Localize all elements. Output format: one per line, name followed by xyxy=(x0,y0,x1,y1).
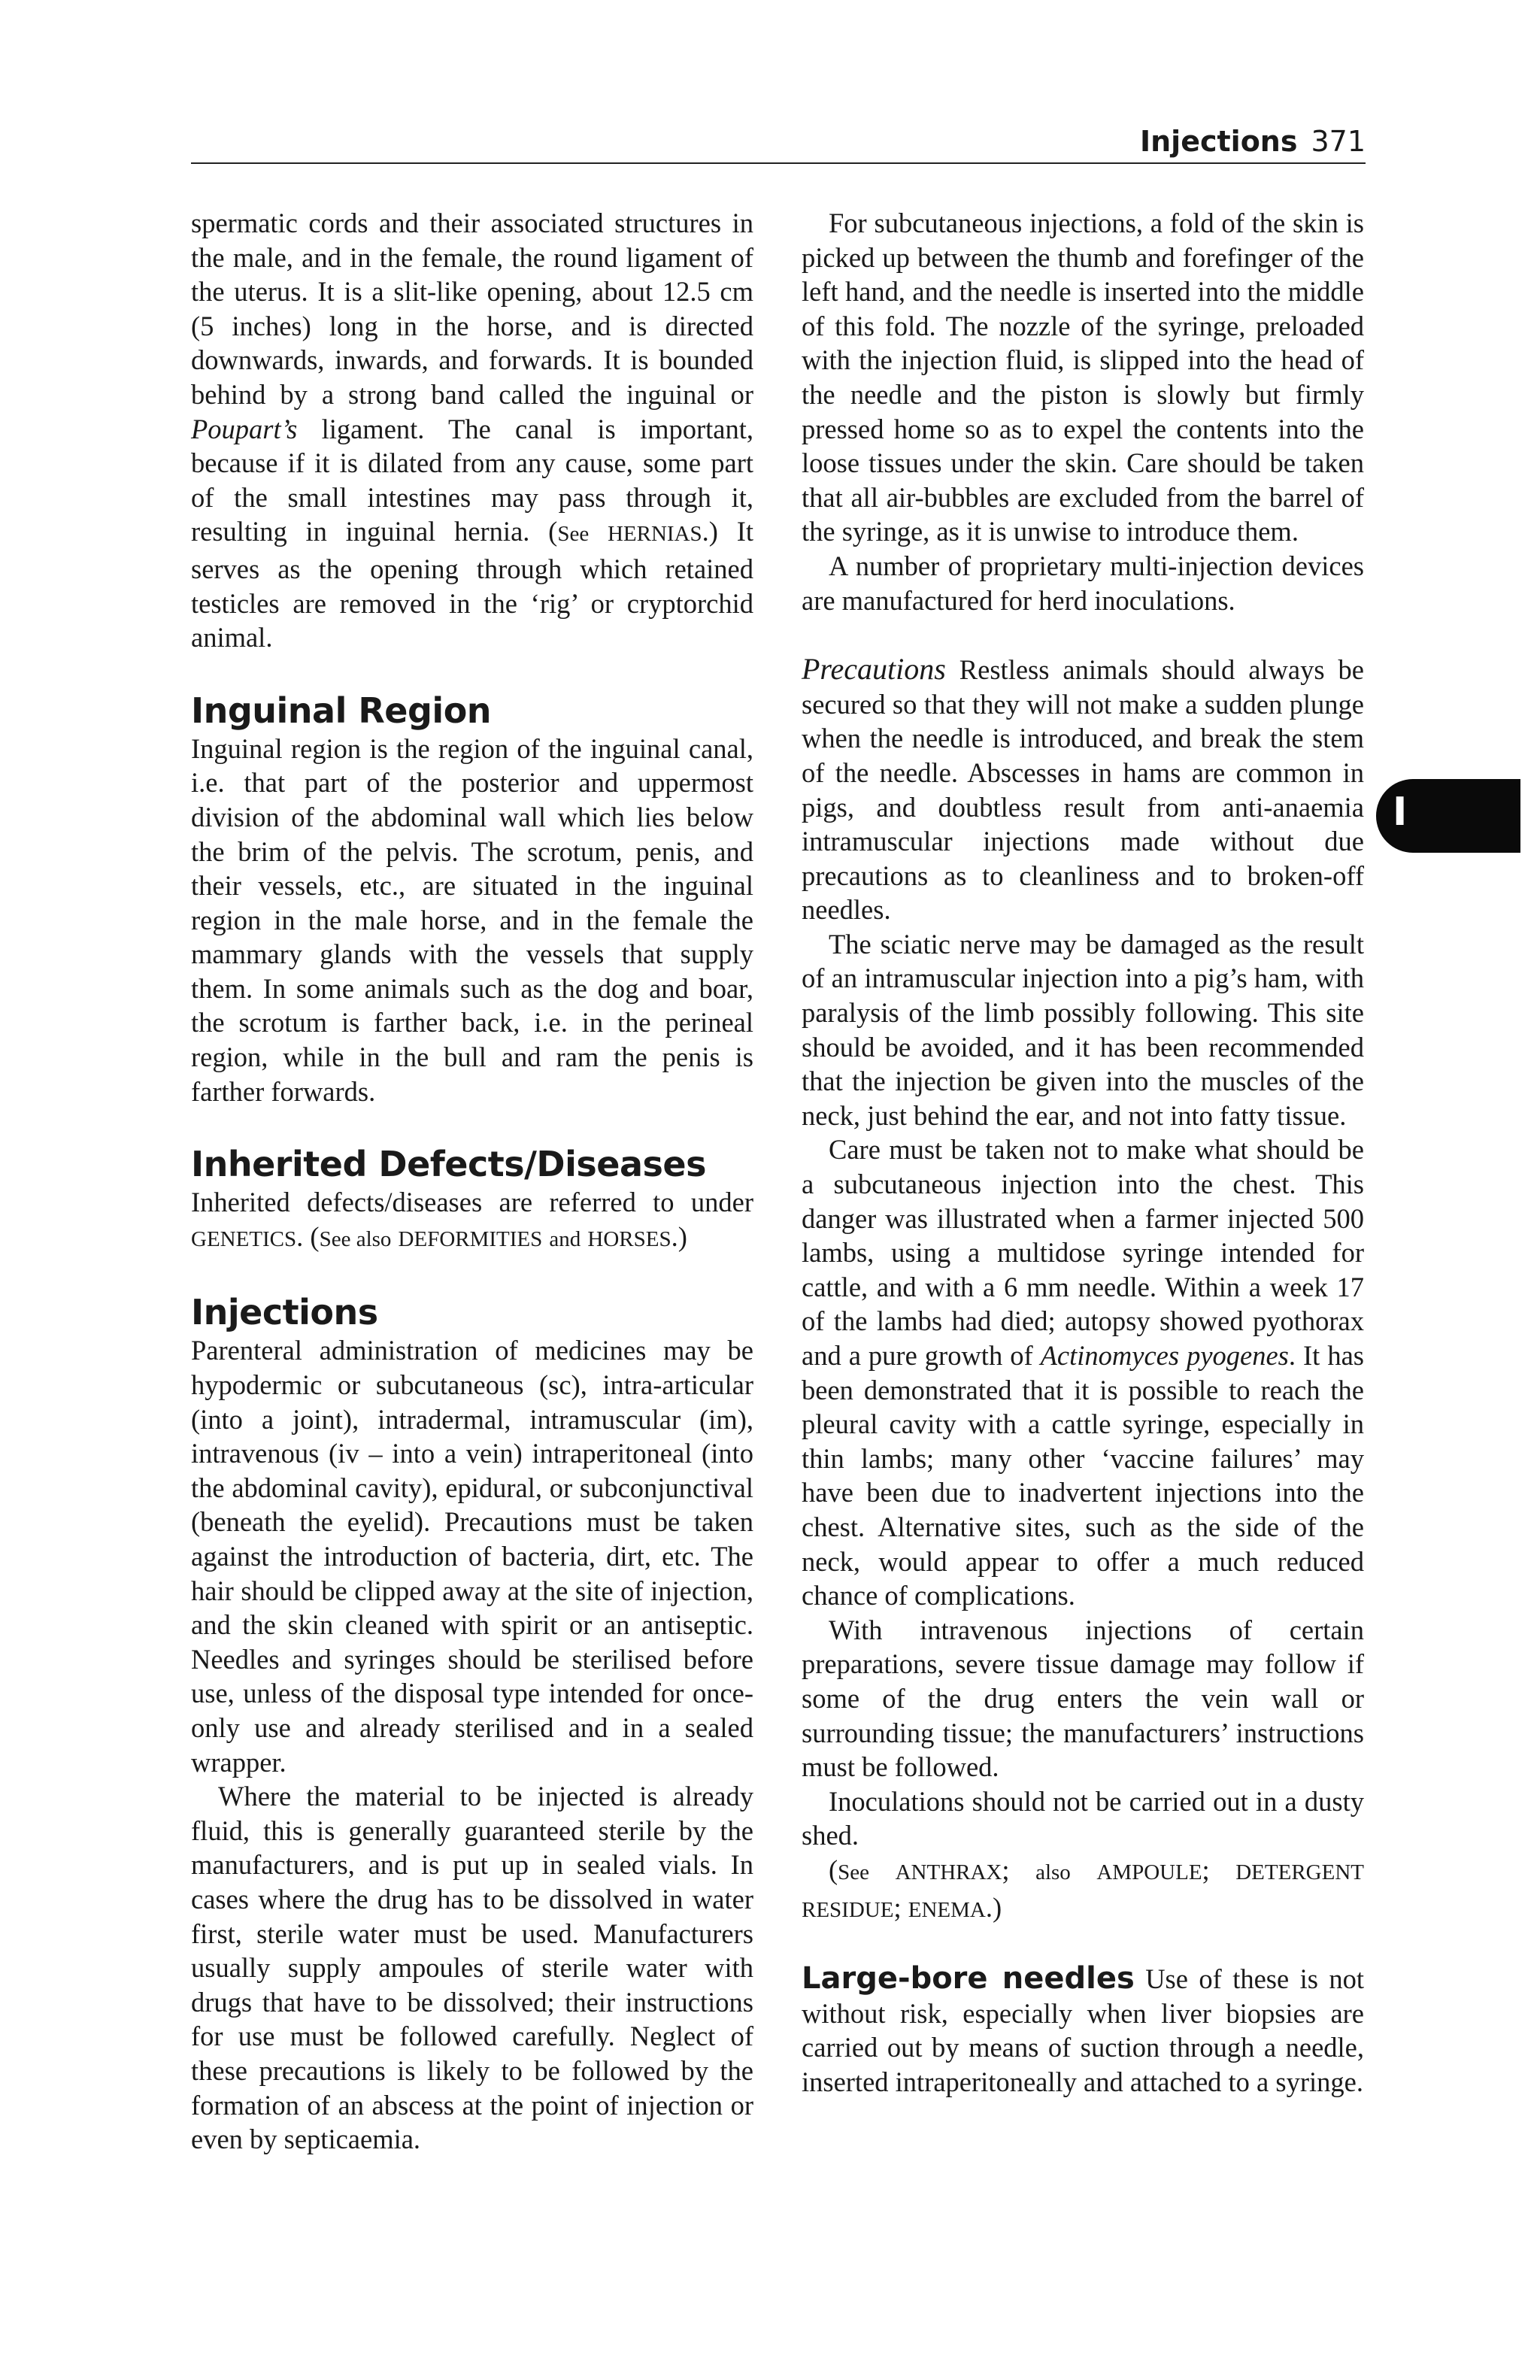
entry-body-inguinal-region: Inguinal region is the region of the inguinal canal, i.e. that part of the posterior and uppermost division of the abdominal wall which lies below the brim of the pelvis. The scrotum, penis, and their vessels, etc., are situated in the inguinal region in the male horse, and in the female the mammary glands with the vessels that supply them. In some animals such as the dog and boar, the scrotum is farther back, i.e. in the perineal region, while in the bull and ram the penis is farther forwards. xyxy=(191,732,753,1107)
paragraph-inoculations: Inoculations should not be carried out in a dusty shed. xyxy=(802,1785,1364,1851)
subheading-large-bore-needles: Large-bore needles xyxy=(802,1961,1135,1996)
entry-body-inherited-defects: Inherited defects/diseases are referred to under GENETICS. (See also DEFORMITIES and HORSES.) xyxy=(191,1187,753,1252)
running-header xyxy=(191,120,1366,164)
cross-reference: HERNIAS xyxy=(607,522,702,547)
paragraph-subcutaneous: For subcutaneous injections, a fold of the skin is picked up between the thumb and forefinger of the left hand, and the needle is inserted into the middle of this fold. The nozzle of the syringe, preloaded with the injection fluid, is slipped into the head of the needle and the piston is slowly but firmly pressed home so as to expel the contents into the loose tissues under the skin. Care should be taken that all air-bubbles are excluded from the barrel of the syringe, as it is unwise to introduce them. xyxy=(802,208,1364,547)
paragraph-large-bore-needles: Large-bore needles Use of these is not without risk, especially when liver biopsies are carried out by means of suction through a needle, inserted intraperitoneally and attached to a syringe. xyxy=(802,1961,1365,2097)
cross-reference: GENETICS xyxy=(191,1226,297,1251)
entry-body-injections-p2: Where the material to be injected is already fluid, this is generally guaranteed sterile by the manufacturers, and is put up in sealed vials. In cases where the drug has to be dissolved in water first, sterile water must be used. Manufacturers usually supply ampoules of sterile water with drugs that have to be dissolved; their instructions for use must be followed carefully. Neglect of these precautions is likely to be followed by the formation of an abscess at the point of injection or even by septicaemia. xyxy=(191,1781,753,2155)
entry-body-injections-p1: Parenteral administration of medicines may be hypodermic or subcutaneous (sc), intra-articular (into a joint), intradermal, intramuscular (im), intravenous (iv – into a vein) intraperitoneal (into the abdominal cavity), epidural, or subconjunctival (beneath the eyelid). Precautions must be taken against the introduction of bacteria, dirt, etc. The hair should be clipped away at the site of injection, and the skin cleaned with spirit or an antiseptic. Needles and syringes should be sterilised before use, unless of the disposal type intended for once-only use and already sterilised and in a sealed wrapper. xyxy=(191,1335,753,1778)
thumb-index-letter: I xyxy=(1393,790,1408,835)
running-head xyxy=(1140,125,1366,158)
left-column xyxy=(191,206,753,2157)
paragraph-sciatic-nerve: The sciatic nerve may be damaged as the result of an intramuscular injection into a pig’s ham, with paralysis of the limb possibly following. This site should be avoided, and it has been recommended that the injection be given into the muscles of the neck, just behind the ear, and not into fatty tissue. xyxy=(802,928,1364,1131)
running-head-title: Injections xyxy=(1139,125,1298,158)
paragraph-intravenous: With intravenous injections of certain preparations, severe tissue damage may follow if some of the drug enters the vein wall or surrounding tissue; the manufacturers’ instructions must be followed. xyxy=(802,1614,1364,1783)
continued-paragraph: spermatic cords and their associated structures in the male, and in the female, the round ligament of the uterus. It is a slit-like opening, about 12.5 cm (5 inches) long in the horse, and is directed downwards, inwards, and forwards. It is bounded behind by a strong band called the inguinal or Poupart’s ligament. The canal is important, because if it is dilated from any cause, some part of the small intestines may pass through it, resulting in inguinal hernia. (See HERNIAS.) It serves as the opening through which retained testicles are removed in the ‘rig’ or cryptorchid animal. xyxy=(191,208,754,653)
cross-reference: DETERGENT RESIDUE xyxy=(802,1860,1364,1922)
cross-reference: ANTHRAX xyxy=(895,1860,1002,1884)
paragraph-precautions: Precautions Restless animals should always be secured so that they will not make a sudden plunge when the needle is introduced, and break the stem of the needle. Abscesses in hams are common in pigs, and doubtless result from anti-anaemia intramuscular injections made without due precautions as to cleanliness and to broken-off needles. xyxy=(802,652,1364,926)
entry-heading-injections: Injections xyxy=(191,1292,378,1333)
subheading-precautions: Precautions xyxy=(802,652,946,687)
page-number: 371 xyxy=(1311,125,1366,158)
cross-reference: HORSES xyxy=(587,1226,671,1251)
see-also-line: (See ANTHRAX; also AMPOULE; DETERGENT RESIDUE; ENEMA.) xyxy=(802,1854,1364,1923)
entry-heading-inguinal-region: Inguinal Region xyxy=(191,690,492,731)
cross-reference: ENEMA xyxy=(908,1897,986,1922)
paragraph-chest-injection: Care must be taken not to make what should be a subcutaneous injection into the chest. This danger was illustrated when a farmer injected 500 lambs, using a multidose syringe intended for cattle, and with a 6 mm needle. Within a week 17 of the lambs had died; autopsy showed pyothorax and a pure growth of Actinomyces pyogenes. It has been demonstrated that it is possible to reach the pleural cavity with a cattle syringe, especially in thin lambs; many other ‘vaccine failures’ may have been due to inadvertent injections into the chest. Alternative sites, such as the side of the neck, would appear to offer a much reduced chance of complications. xyxy=(802,1134,1364,1611)
entry-heading-inherited-defects: Inherited Defects/Diseases xyxy=(191,1144,706,1185)
cross-reference: DEFORMITIES xyxy=(398,1226,543,1251)
paragraph-multi-injection: A number of proprietary multi-injection devices are manufactured for herd inoculations. xyxy=(802,550,1364,616)
right-column xyxy=(802,206,1364,2099)
thumb-index-tab xyxy=(1376,779,1520,853)
cross-reference: AMPOULE xyxy=(1096,1860,1202,1884)
